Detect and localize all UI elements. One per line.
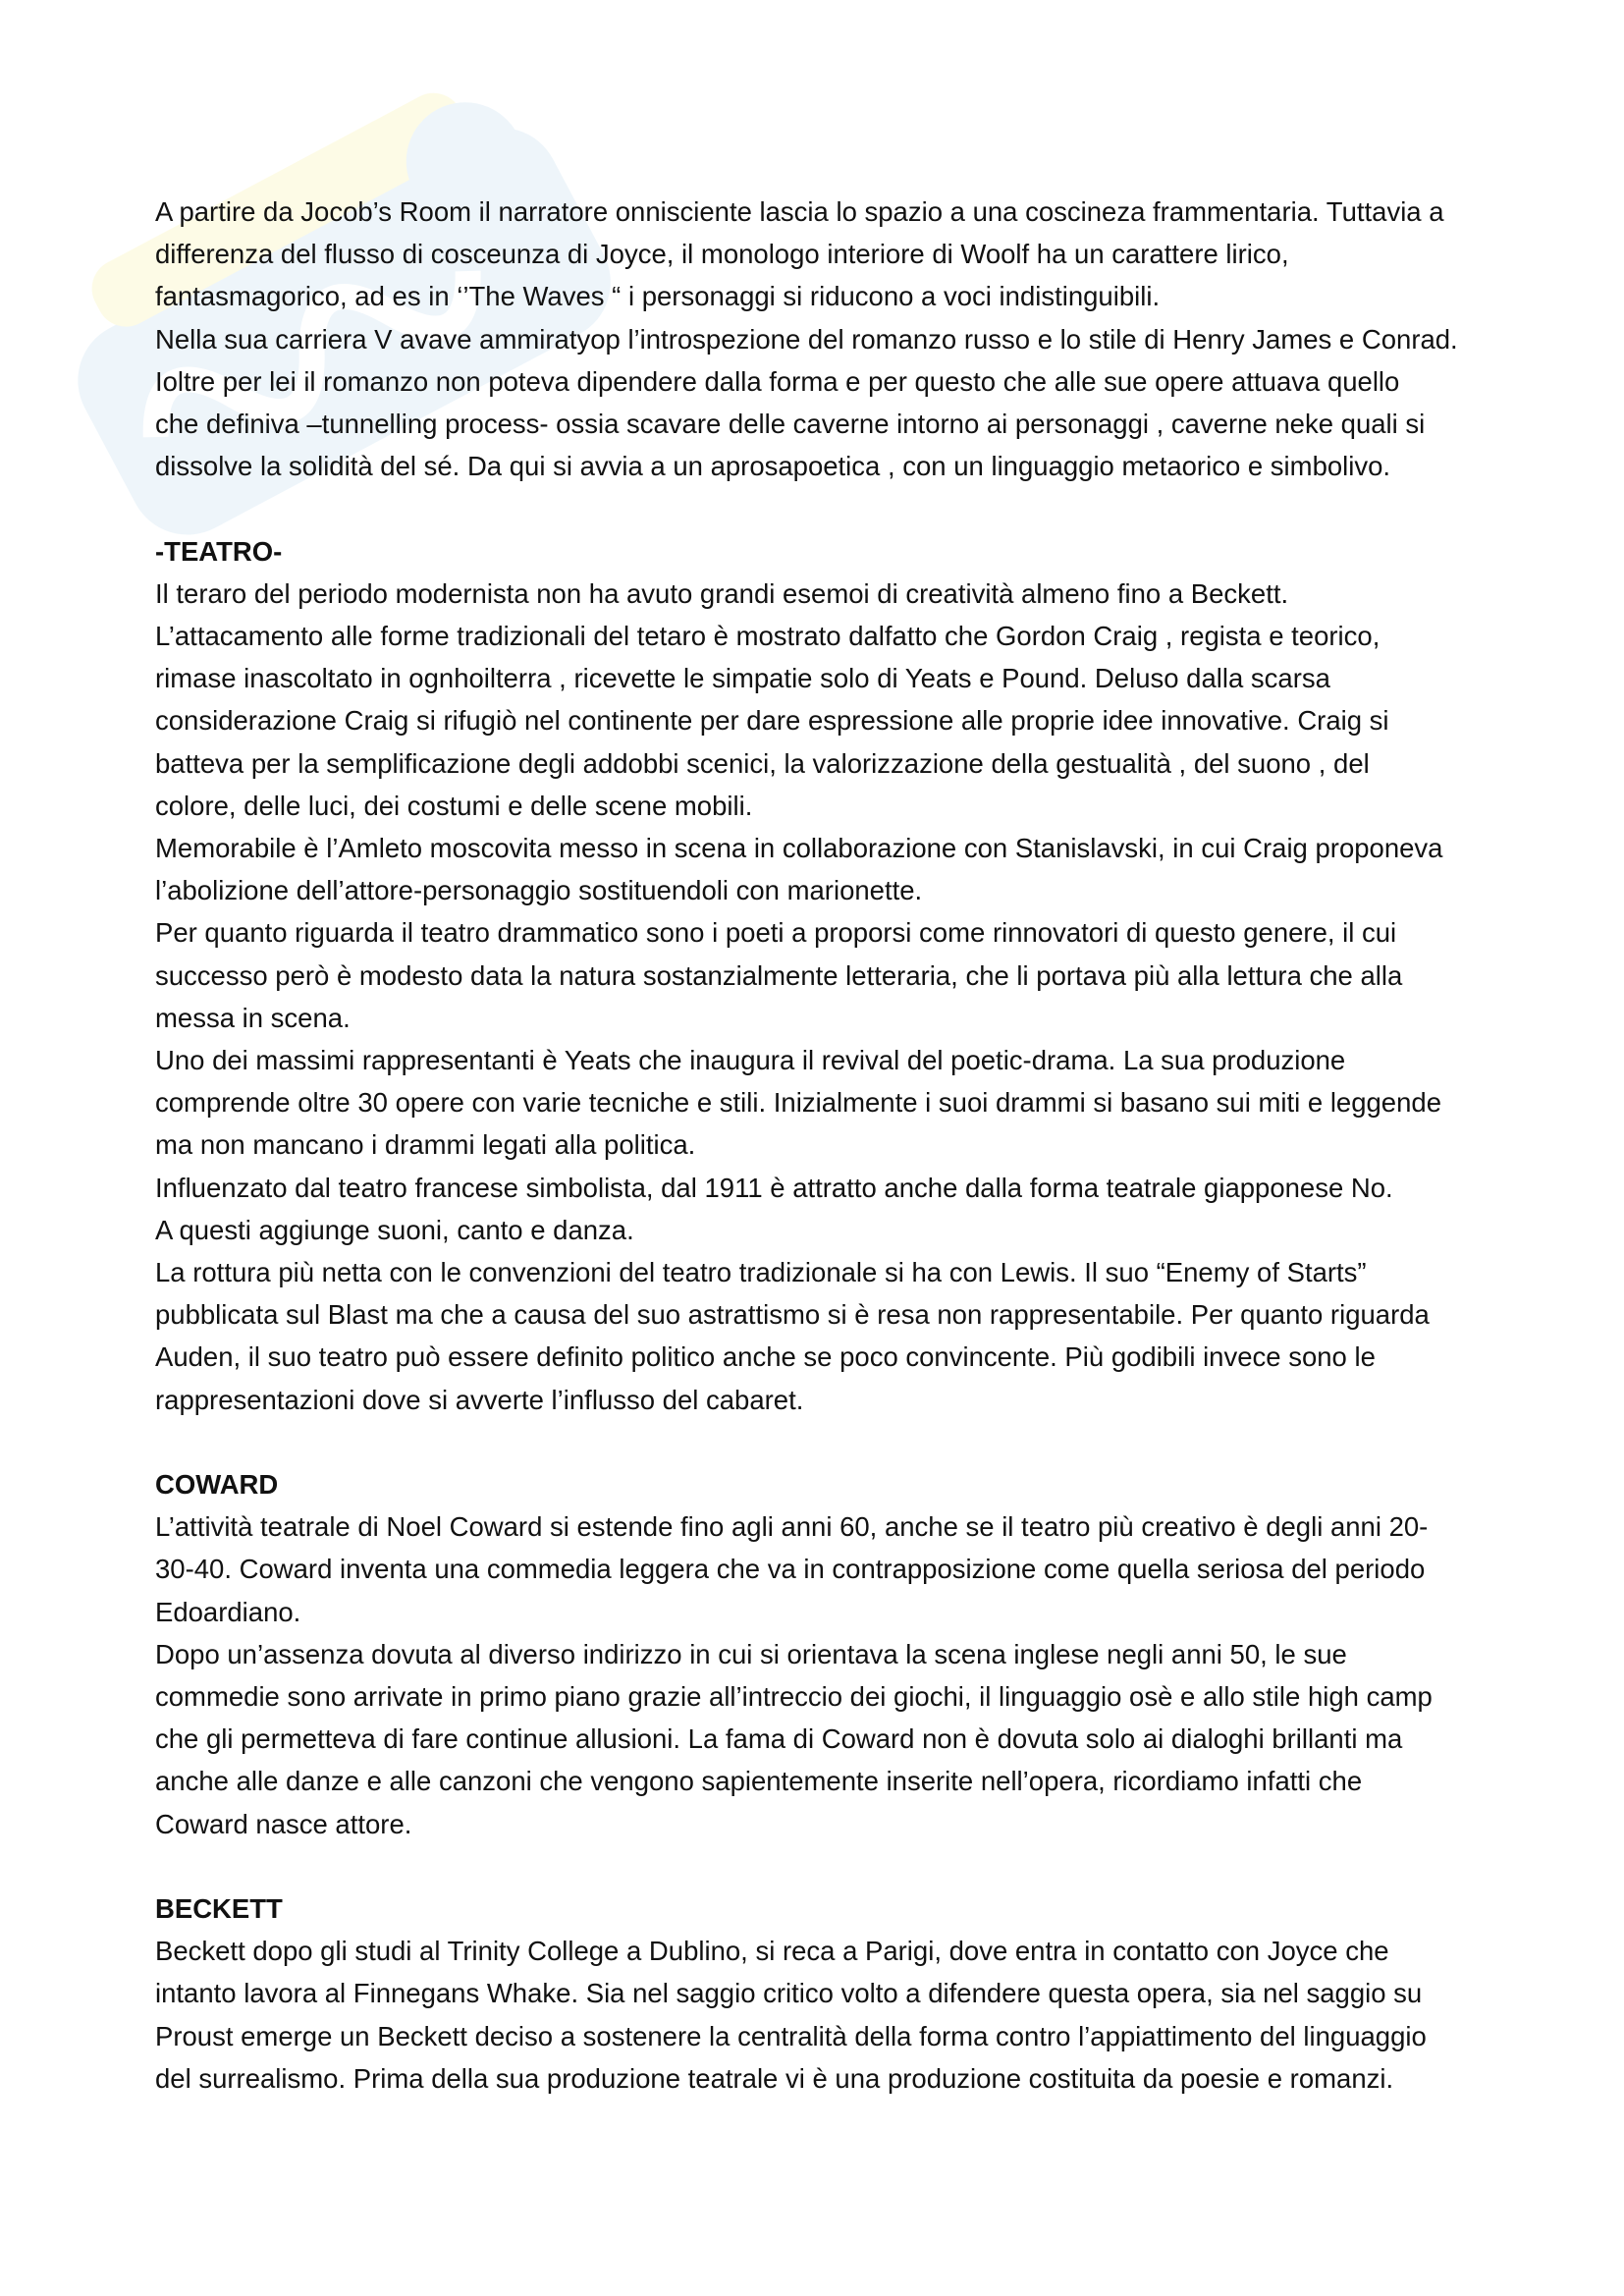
paragraph-spacer [155,1421,1490,1463]
text-line: differenza del flusso di cosceunza di Joyce, il monologo interiore di Woolf ha un carattere lirico, [155,239,1289,270]
text-line: Memorabile è l’Amleto moscovita messo in scena in collaborazione con Stanislavski, in cui Craig proponeva [155,833,1443,864]
text-line: 30-40. Coward inventa una commedia leggera che va in contrapposizione come quella seriosa del periodo [155,1554,1426,1585]
text-line: Proust emerge un Beckett deciso a sostenere la centralità della forma contro l’appiattimento del linguaggio [155,2020,1427,2051]
text-line: Influenzato dal teatro francese simbolista, dal 1911 è attratto anche dalla forma teatrale giapponese No. [155,1172,1393,1203]
text-line: A partire da Jocob’s Room il narratore onnisciente lascia lo spazio a una coscineza frammentaria. Tuttavia a [155,196,1444,227]
teatro-body [155,573,1490,1421]
text-line: pubblicata sul Blast ma che a causa del suo astrattismo si è resa non rappresentabile. Per quanto riguarda [155,1299,1430,1331]
section-heading-beckett: BECKETT [155,1893,283,1925]
text-line: che gli permetteva di fare continue allusioni. La fama di Coward non è dovuta solo ai dialoghi brillanti ma [155,1723,1403,1755]
text-line: Uno dei massimi rappresentanti è Yeats che inaugura il revival del poetic-drama. La sua produzione [155,1045,1346,1076]
paragraph-spacer [155,1845,1490,1887]
text-line: ma non mancano i drammi legati alla politica. [155,1129,696,1161]
text-line: rappresentazioni dove si avverte l’influsso del cabaret. [155,1384,804,1415]
text-line: considerazione Craig si rifugiò nel continente per dare espressione alle proprie idee innovative. Craig si [155,705,1389,737]
text-line: successo però è modesto data la natura sostanzialmente letteraria, che li portava più alla lettura che alla [155,959,1403,991]
text-line: dissolve la solidità del sé. Da qui si avvia a un aprosapoetica , con un linguaggio metaorico e simbolivo. [155,451,1391,482]
text-line: Auden, il suo teatro può essere definito politico anche se poco convincente. Più godibili invece sono le [155,1341,1376,1373]
text-line: commedie sono arrivate in primo piano grazie all’intreccio dei giochi, il linguaggio osè e allo stile high camp [155,1681,1433,1713]
text-line: La rottura più netta con le convenzioni del teatro tradizionale si ha con Lewis. Il suo “Enemy of Starts” [155,1257,1367,1288]
section-heading-teatro: -TEATRO- [155,535,283,567]
text-line: L’attività teatrale di Noel Coward si estende fino agli anni 60, anche se il teatro più creativo è degli anni 20- [155,1511,1429,1543]
text-line: Il teraro del periodo modernista non ha avuto grandi esemoi di creatività almeno fino a Beckett. [155,577,1289,609]
text-line: che definiva –tunnelling process- ossia scavare delle caverne intorno ai personaggi , caverne neke quali si [155,409,1426,440]
text-line: l’abolizione dell’attore-personaggio sostituendoli con marionette. [155,875,923,906]
text-line: Coward nasce attore. [155,1808,412,1839]
section-heading-coward: COWARD [155,1469,279,1501]
text-line: L’attacamento alle forme tradizionali del tetaro è mostrato dalfatto che Gordon Craig , regista e teorico, [155,621,1380,652]
intro-paragraph [155,191,1490,487]
text-line: Beckett dopo gli studi al Trinity College a Dublino, si reca a Parigi, dove entra in contatto con Joyce che [155,1936,1389,1967]
text-line: Dopo un’assenza dovuta al diverso indirizzo in cui si orientava la scena inglese negli anni 50, le sue [155,1638,1347,1669]
text-line: Edoardiano. [155,1596,301,1627]
text-line: intanto lavora al Finnegans Whake. Sia nel saggio critico volto a difendere questa opera, sia nel saggio su [155,1978,1423,2009]
text-line: comprende oltre 30 opere con varie tecniche e stili. Inizialmente i suoi drammi si basano sui miti e leggende [155,1087,1441,1119]
beckett-body [155,1930,1490,2100]
text-line: fantasmagorico, ad es in ‘’The Waves “ i personaggi si riducono a voci indistinguibili. [155,281,1161,312]
text-line: rimase inascoltato in ognhoilterra , ricevette le simpatie solo di Yeats e Pound. Deluso dalla scarsa [155,663,1330,694]
document-page [155,191,1490,2100]
text-line: Per quanto riguarda il teatro drammatico sono i poeti a proporsi come rinnovatori di questo genere, il cui [155,917,1397,949]
paragraph-spacer [155,487,1490,529]
text-line: messa in scena. [155,1002,351,1033]
coward-body [155,1505,1490,1845]
text-line: colore, delle luci, dei costumi e delle scene mobili. [155,790,753,821]
text-line: anche alle danze e alle canzoni che vengono sapientemente inserite nell’opera, ricordiamo infatti che [155,1766,1363,1797]
text-line: Nella sua carriera V avave ammiratyop l’introspezione del romanzo russo e lo stile di Henry James e Conrad. [155,323,1458,355]
text-line: A questi aggiunge suoni, canto e danza. [155,1214,634,1245]
text-line: batteva per la semplificazione degli addobbi scenici, la valorizzazione della gestualità , del suono , del [155,747,1370,779]
text-line: Ioltre per lei il romanzo non poteva dipendere dalla forma e per questo che alle sue opere attuava quello [155,365,1400,397]
text-line: del surrealismo. Prima della sua produzione teatrale vi è una produzione costituita da poesie e romanzi. [155,2062,1394,2094]
